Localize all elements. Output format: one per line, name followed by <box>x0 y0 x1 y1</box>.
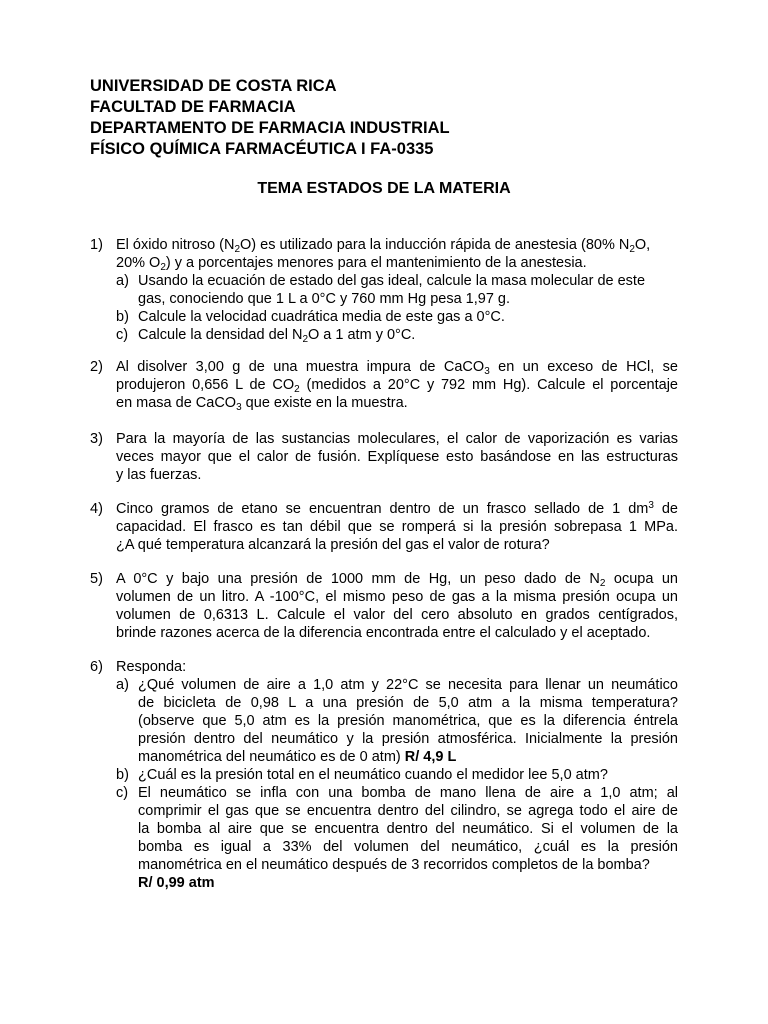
answer-text: R/ 4,9 L <box>404 749 457 765</box>
sub-question-letter: b) <box>116 309 129 325</box>
sub-question-a <box>116 272 678 308</box>
question-1 <box>90 236 678 344</box>
question-text-line: veces mayor que el calor de fusión. Explíquese esto basándose en las estructuras <box>116 449 678 465</box>
question-text-line: Para la mayoría de las sustancias moleculares, el calor de vaporización es varias <box>116 431 678 447</box>
question-number: 1) <box>90 237 103 253</box>
sub-question-text: Calcule la velocidad cuadrática media de este gas a 0°C. <box>138 309 505 325</box>
question-text-line: ¿A qué temperatura alcanzará la presión del gas el valor de rotura? <box>116 537 550 553</box>
sub-question-text: presión dentro del neumático y la presión atmosférica. Inicialmente la presión <box>138 731 678 747</box>
question-5 <box>90 570 678 642</box>
question-text-line: brinde razones acerca de la diferencia encontrada entre el calculado y el aceptado. <box>116 625 651 641</box>
topic-title: TEMA ESTADOS DE LA MATERIA <box>257 180 511 197</box>
question-6 <box>90 658 678 892</box>
sub-question-letter: a) <box>116 677 129 693</box>
sub-question-text: ¿Cuál es la presión total en el neumático cuando el medidor lee 5,0 atm? <box>138 767 608 783</box>
question-number: 6) <box>90 659 103 675</box>
question-3 <box>90 430 678 484</box>
question-text-line: y las fuerzas. <box>116 467 202 483</box>
university-name: UNIVERSIDAD DE COSTA RICA <box>90 77 337 95</box>
question-text-line: El óxido nitroso $(N_2O)$ es utilizado para la inducción rápida de anestesia (80% $N_2O$, <box>116 237 651 255</box>
question-text-line: Responda: <box>116 659 187 675</box>
sub-question-text: manométrica del neumático es de 0 atm) R/ 4,9 L <box>138 749 457 765</box>
question-text-line: Al disolver 3,00 g de una muestra impura de CaCO$_3$ en un exceso de HCl, se <box>116 359 678 377</box>
question-text-line: capacidad. El frasco es tan débil que se romperá si la presión sobrepasa 1 MPa. <box>116 519 678 535</box>
sub-question-text: Usando la ecuación de estado del gas ideal, calcule la masa molecular de este <box>138 273 646 289</box>
question-text-line: en masa de CaCO$_3$ que existe en la muestra. <box>116 395 408 413</box>
sub-question-text: (observe que 5,0 atm es la presión manométrica, que es la diferencia éntrela <box>138 713 678 729</box>
question-text-line: 20% $O_2$) y a porcentajes menores para el mantenimiento de la anestesia. <box>116 255 587 273</box>
sub-question-text: de bicicleta de 0,98 L a una presión de 5,0 atm a la misma temperatura? <box>138 695 678 711</box>
sub-question-letter: a) <box>116 273 129 289</box>
sub-question-text: El neumático se infla con una bomba de mano llena de aire a 1,0 atm; al <box>138 785 678 801</box>
sub-question-text: la bomba al aire que se encuentra dentro del neumático. Si el volumen de la <box>138 821 678 837</box>
question-text-line: produjeron 0,656 L de $CO_2$ (medidos a 20°C y 792 mm Hg). Calcule el porcentaje <box>116 377 678 395</box>
sub-question-letter: c) <box>116 785 129 801</box>
question-text-line: Cinco gramos de etano se encuentran dentro de un frasco sellado de 1 $dm^3$ de <box>116 500 678 517</box>
question-number: 5) <box>90 571 103 587</box>
question-text-line: volumen de un litro. A -100°C, el mismo peso de gas a la misma presión ocupa un <box>116 589 678 605</box>
answer-text: R/ 0,99 atm <box>138 875 215 891</box>
question-2 <box>90 358 678 412</box>
sub-question-text: comprimir el gas que se encuentra dentro del cilindro, se agrega todo el aire de <box>138 803 678 819</box>
sub-question-letter: b) <box>116 767 129 783</box>
sub-question-a <box>116 676 678 766</box>
sub-question-text: Calcule la densidad del $N_2O$ a 1 atm y 0°C. <box>138 327 416 345</box>
question-number: 4) <box>90 501 103 517</box>
sub-question-c <box>116 784 678 892</box>
question-4 <box>90 500 678 554</box>
sub-question-text: bomba es igual a 33% del volumen del neumático, ¿cuál es la presión <box>138 839 678 855</box>
document-header <box>90 76 450 160</box>
question-number: 3) <box>90 431 103 447</box>
faculty-name: FACULTAD DE FARMACIA <box>90 98 296 116</box>
question-text-line: A 0°C y bajo una presión de 1000 mm de Hg, un peso dado de $N_2$ ocupa un <box>116 571 678 589</box>
sub-question-b <box>116 308 678 326</box>
sub-question-text: gas, conociendo que 1 L a 0°C y 760 mm Hg pesa 1,97 g. <box>138 291 511 307</box>
sub-question-text: manométrica en el neumático después de 3 recorridos completos de la bomba? <box>138 857 650 873</box>
sub-question-letter: c) <box>116 327 129 343</box>
department-name: DEPARTAMENTO DE FARMACIA INDUSTRIAL <box>90 119 450 137</box>
question-text-line: volumen de 0,6313 L. Calcule el valor del cero absoluto en grados centígrados, <box>116 607 678 623</box>
sub-question-b <box>116 766 678 784</box>
question-number: 2) <box>90 359 103 375</box>
sub-question-c <box>116 326 678 344</box>
sub-question-text: ¿Qué volumen de aire a 1,0 atm y 22°C se necesita para llenar un neumático <box>138 677 678 693</box>
course-name: FÍSICO QUÍMICA FARMACÉUTICA I FA-0335 <box>90 140 434 158</box>
